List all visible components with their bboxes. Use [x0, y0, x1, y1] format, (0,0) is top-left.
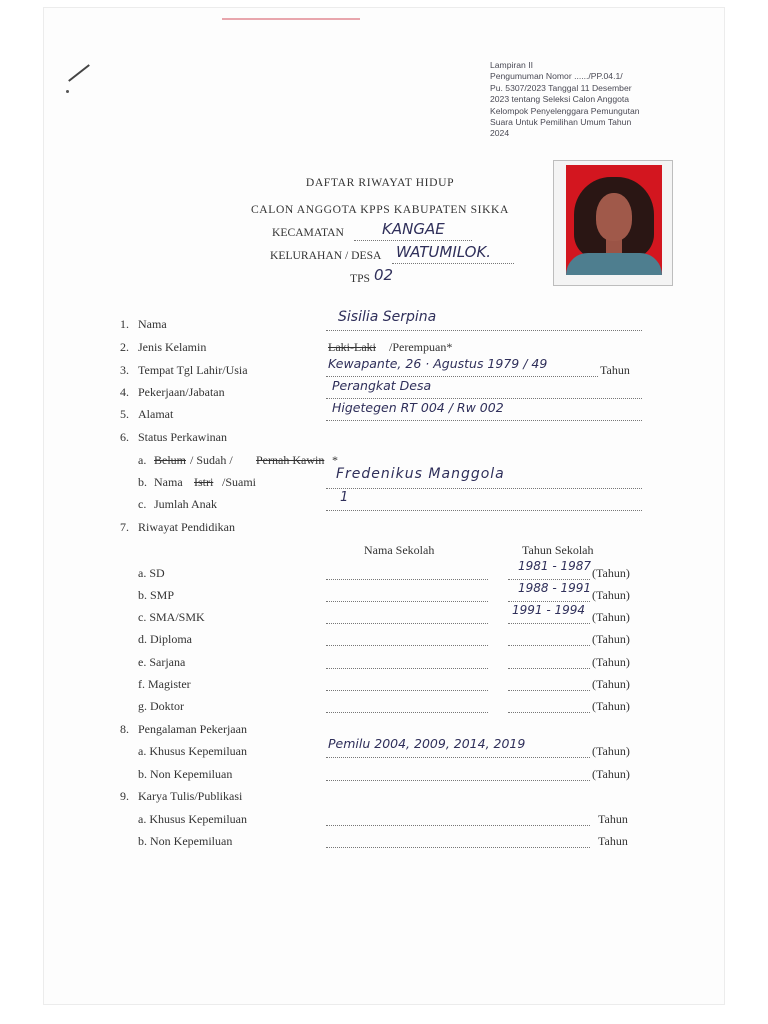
- ttl-unit: Tahun: [600, 363, 630, 377]
- kecamatan-dotline: [354, 240, 472, 241]
- edu-level: b. SMP: [138, 588, 175, 602]
- field-number: 1.: [120, 317, 129, 331]
- status-a-struck-belum: Belum: [154, 453, 186, 467]
- field-number: 5.: [120, 407, 129, 421]
- edu-unit: (Tahun): [592, 610, 630, 624]
- status-label: Status Perkawinan: [138, 430, 227, 444]
- field-number: 2.: [120, 340, 129, 354]
- lampiran-line: Suara Untuk Pemilihan Umum Tahun: [490, 117, 632, 128]
- lampiran-note: [490, 60, 682, 140]
- jenis-kelamin-options: /Perempuan*: [389, 340, 453, 354]
- status-a-struck-pernah: Pernah Kawin: [256, 453, 325, 467]
- edu-school-dotline: [326, 579, 488, 580]
- nama-value: Sisilia Serpina: [338, 309, 437, 325]
- tps-value: 02: [374, 266, 394, 284]
- edu-level: g. Doktor: [138, 699, 184, 713]
- karya-unit: Tahun: [598, 834, 628, 848]
- karya-dotline: [326, 825, 590, 826]
- status-a-asterisk: *: [332, 453, 338, 467]
- lampiran-line: Kelompok Penyelenggara Pemungutan: [490, 105, 640, 116]
- status-c-jumlah: Jumlah Anak: [154, 497, 217, 511]
- nama-label: Nama: [138, 317, 167, 331]
- status-b-struck-istri: Istri: [194, 475, 214, 489]
- suami-value: Fredenikus Manggola: [336, 466, 505, 482]
- edu-level: e. Sarjana: [138, 655, 186, 669]
- edu-year-dotline: [508, 579, 590, 580]
- edu-years: 1981 - 1987: [518, 559, 592, 573]
- status-b-nama: Nama: [154, 475, 183, 489]
- edu-school-dotline: [326, 645, 488, 646]
- pengalaman-item-label: b. Non Kepemiluan: [138, 767, 233, 781]
- edu-years: 1988 - 1991: [518, 581, 592, 595]
- kelurahan-value: WATUMILOK.: [396, 243, 492, 261]
- kecamatan-label: KECAMATAN: [272, 226, 344, 239]
- status-b-suami: /Suami: [222, 475, 257, 489]
- edu-unit: (Tahun): [592, 566, 630, 580]
- status-c-letter: c.: [138, 497, 147, 511]
- edu-year-dotline: [508, 645, 590, 646]
- pengalaman-item-label: a. Khusus Kepemiluan: [138, 744, 247, 758]
- tahun-sekolah-header: Tahun Sekolah: [522, 543, 594, 557]
- nama-sekolah-header: Nama Sekolah: [364, 543, 435, 557]
- pengalaman-label: Pengalaman Pekerjaan: [138, 722, 247, 736]
- karya-item-label: a. Khusus Kepemiluan: [138, 812, 247, 826]
- alamat-value: Higetegen RT 004 / Rw 002: [332, 400, 504, 415]
- pengalaman-value: Pemilu 2004, 2009, 2014, 2019: [328, 736, 526, 751]
- edu-level: f. Magister: [138, 677, 191, 691]
- status-b-letter: b.: [138, 475, 147, 489]
- alamat-dotline: [326, 420, 642, 421]
- lampiran-line: Pengumuman Nomor ....../PP.04.1/: [490, 71, 623, 82]
- edu-level: c. SMA/SMK: [138, 610, 205, 624]
- lampiran-line: 2023 tentang Seleksi Calon Anggota: [490, 94, 630, 105]
- edu-years: 1991 - 1994: [512, 603, 586, 617]
- lampiran-line: Lampiran II: [490, 60, 533, 70]
- photo-shirt-shape: [566, 253, 662, 275]
- edu-unit: (Tahun): [592, 699, 630, 713]
- lampiran-line: 2024: [490, 128, 510, 139]
- pekerjaan-dotline: [326, 398, 642, 399]
- ttl-dotline: [326, 376, 598, 377]
- karya-unit: Tahun: [598, 812, 628, 826]
- edu-unit: (Tahun): [592, 655, 630, 669]
- edu-level: d. Diploma: [138, 632, 192, 646]
- karya-dotline: [326, 847, 590, 848]
- pengalaman-dotline: [326, 757, 590, 758]
- edu-school-dotline: [326, 712, 488, 713]
- edu-school-dotline: [326, 623, 488, 624]
- applicant-photo: [566, 165, 662, 275]
- alamat-label: Alamat: [138, 407, 174, 421]
- field-number: 9.: [120, 789, 129, 803]
- ttl-label: Tempat Tgl Lahir/Usia: [138, 363, 248, 377]
- photo-face-shape: [596, 193, 632, 241]
- anak-value: 1: [340, 490, 349, 505]
- status-a-sudah: / Sudah /: [190, 453, 233, 467]
- red-pen-mark: [222, 18, 360, 20]
- edu-year-dotline: [508, 712, 590, 713]
- status-a-letter: a.: [138, 453, 147, 467]
- kelurahan-dotline: [392, 263, 514, 264]
- pengalaman-unit: (Tahun): [592, 744, 630, 758]
- edu-year-dotline: [508, 668, 590, 669]
- edu-school-dotline: [326, 690, 488, 691]
- edu-year-dotline: [508, 623, 590, 624]
- edu-school-dotline: [326, 601, 488, 602]
- nama-dotline: [326, 330, 642, 331]
- tps-label: TPS: [350, 272, 370, 285]
- pekerjaan-label: Pekerjaan/Jabatan: [138, 385, 225, 399]
- field-number: 8.: [120, 722, 129, 736]
- ttl-value: Kewapante, 26 · Agustus 1979 / 49: [328, 356, 548, 371]
- edu-year-dotline: [508, 601, 590, 602]
- edu-year-dotline: [508, 690, 590, 691]
- lampiran-line: Pu. 5307/2023 Tanggal 11 Desember: [490, 82, 632, 93]
- edu-unit: (Tahun): [592, 588, 630, 602]
- document-title: DAFTAR RIWAYAT HIDUP: [305, 176, 455, 189]
- karya-label: Karya Tulis/Publikasi: [138, 789, 243, 803]
- jenis-kelamin-label: Jenis Kelamin: [138, 340, 207, 354]
- pengalaman-dotline: [326, 780, 590, 781]
- kecamatan-value: KANGAE: [382, 220, 445, 238]
- pendidikan-label: Riwayat Pendidikan: [138, 520, 235, 534]
- edu-unit: (Tahun): [592, 632, 630, 646]
- pengalaman-unit: (Tahun): [592, 767, 630, 781]
- edu-school-dotline: [326, 668, 488, 669]
- jenis-kelamin-struck-option: Laki-Laki: [328, 340, 376, 354]
- pen-dot: [66, 90, 69, 93]
- field-number: 3.: [120, 363, 129, 377]
- anak-dotline: [326, 510, 642, 511]
- suami-dotline: [326, 488, 642, 489]
- field-number: 6.: [120, 430, 129, 444]
- kelurahan-label: KELURAHAN / DESA: [270, 249, 382, 262]
- field-number: 7.: [120, 520, 129, 534]
- edu-level: a. SD: [138, 566, 165, 580]
- karya-item-label: b. Non Kepemiluan: [138, 834, 233, 848]
- document-subtitle: CALON ANGGOTA KPPS KABUPATEN SIKKA: [250, 203, 510, 216]
- pekerjaan-value: Perangkat Desa: [332, 378, 432, 393]
- field-number: 4.: [120, 385, 129, 399]
- edu-unit: (Tahun): [592, 677, 630, 691]
